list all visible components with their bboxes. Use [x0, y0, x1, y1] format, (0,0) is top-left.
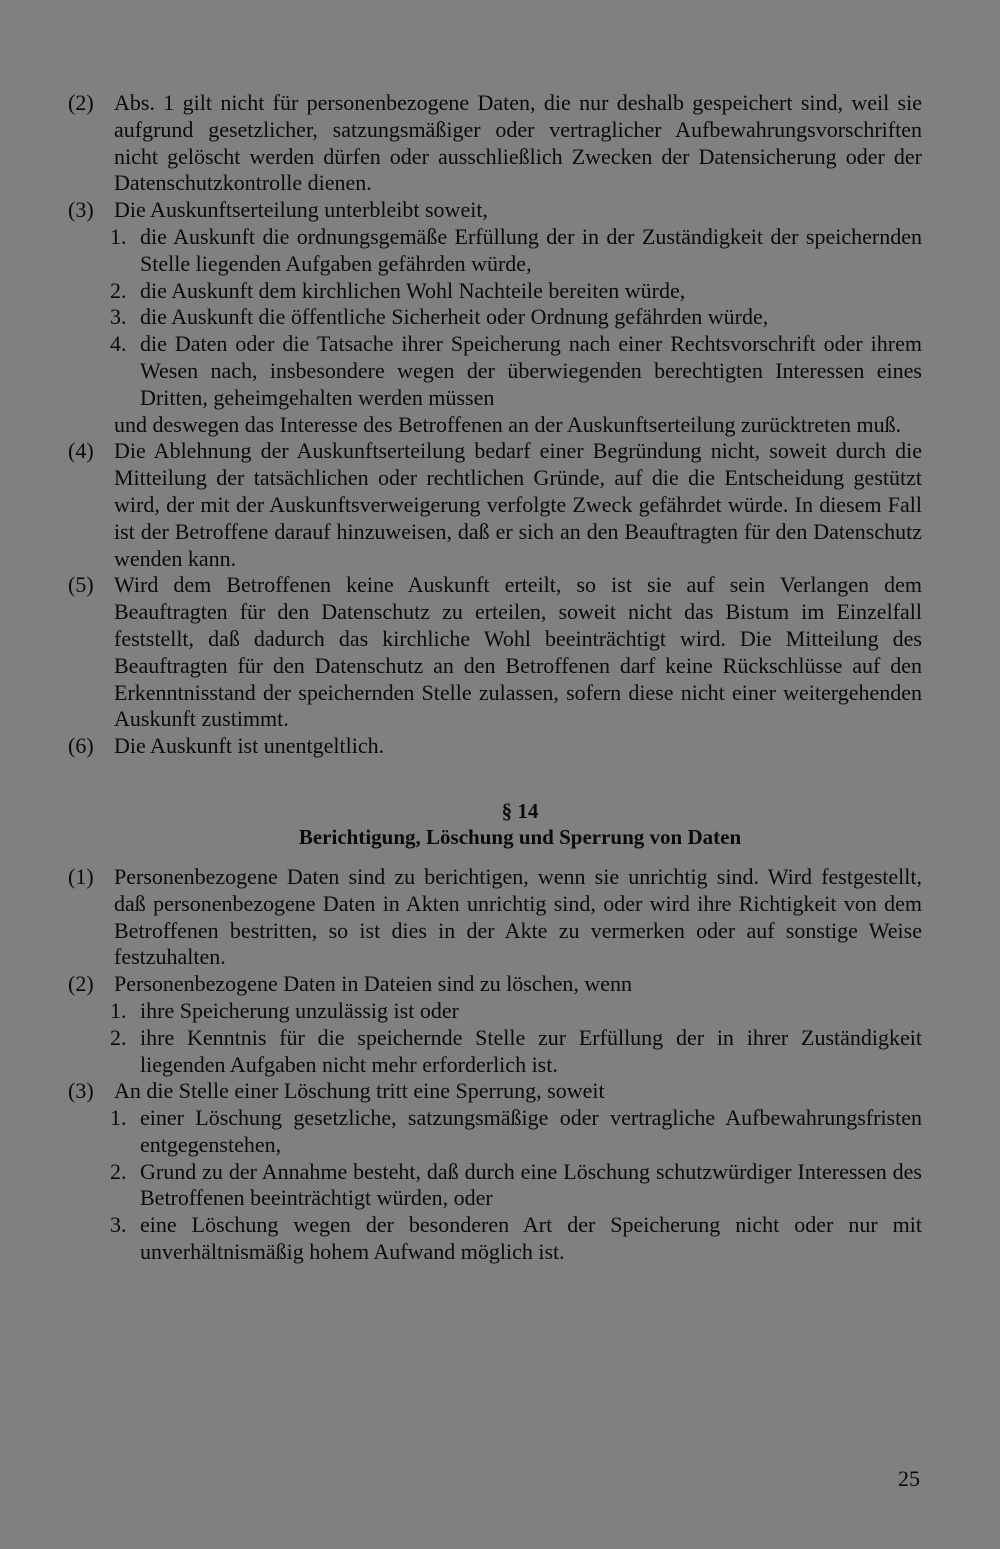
list-item-number: 4.	[110, 331, 127, 357]
list-item	[0, 1105, 1000, 1159]
paragraph-4	[0, 438, 1000, 572]
paragraph-number: (1)	[68, 863, 94, 889]
list-item-text: einer Löschung gesetzliche, satzungsmäßige oder vertragliche Aufbewahrungsfristen entgegenstehen,	[140, 1105, 922, 1157]
list-item-text: die Auskunft die öffentliche Sicherheit oder Ordnung gefährden würde,	[140, 304, 769, 330]
paragraph-3-continuation: und deswegen das Interesse des Betroffenen an der Auskunftserteilung zurücktreten muß.	[114, 411, 902, 437]
list-item	[0, 331, 1000, 411]
list-item	[0, 224, 1000, 278]
list-item-number: 3.	[110, 304, 127, 330]
paragraph-text: Wird dem Betroffenen keine Auskunft erteilt, so ist sie auf sein Verlangen dem Beauftragten für den Datenschutz zu erteilen, soweit nicht das Bistum im Einzelfall feststellt, daß dadurch das kirchliche Wohl beeinträchtigt wird. Die Mitteilung des Beauftragten für den Datenschutz an den Betroffenen darf keine Rückschlüsse auf den Erkenntnisstand der speichernden Stelle zulassen, sofern diese nicht einer weitergehenden Auskunft zustimmt.	[114, 572, 922, 732]
section-number: § 14	[501, 798, 539, 823]
paragraph-text: Personenbezogene Daten in Dateien sind zu löschen, wenn	[114, 971, 633, 997]
list-item-number: 2.	[110, 1024, 127, 1050]
paragraph-number: (3)	[68, 1078, 94, 1104]
list-item-text: ihre Kenntnis für die speichernde Stelle zur Erfüllung der in ihrer Zuständigkeit liegenden Aufgaben nicht mehr erforderlich ist.	[140, 1024, 922, 1077]
list-item	[0, 304, 1000, 331]
paragraph-text: Die Auskunftserteilung unterbleibt soweit,	[114, 197, 488, 223]
paragraph-text: An die Stelle einer Löschung tritt eine Sperrung, soweit	[114, 1078, 605, 1104]
paragraph-6	[0, 733, 1000, 760]
page-number: 25	[898, 1466, 920, 1491]
paragraph-text: Die Auskunft ist unentgeltlich.	[114, 733, 385, 759]
paragraph-number: (2)	[68, 971, 94, 997]
list-item-text: ihre Speicherung unzulässig ist oder	[140, 997, 459, 1023]
list-item	[0, 1212, 1000, 1266]
section-title: Berichtigung, Löschung und Sperrung von Daten	[298, 824, 742, 849]
s14-paragraph-1	[0, 864, 1000, 971]
list-item-text: die Daten oder die Tatsache ihrer Speicherung nach einer Rechtsvorschrift oder ihrem Wesen nach, insbesondere wegen der überwiegenden berechtigten Interessen eines Dritten, geheimgehalten werden müssen	[140, 331, 922, 410]
paragraph-number: (6)	[68, 733, 94, 759]
paragraph-2	[0, 90, 1000, 197]
paragraph-5	[0, 572, 1000, 733]
paragraph-text: Die Ablehnung der Auskunftserteilung bedarf einer Begründung nicht, soweit durch die Mitteilung der tatsächlichen oder rechtlichen Gründe, auf die die Entscheidung gestützt wird, der mit der Auskunftsverweigerung verfolgte Zweck gefährdet würde. In diesem Fall ist der Betroffene darauf hinzuweisen, daß er sich an den Beauftragten für den Datenschutz wenden kann.	[114, 438, 922, 571]
list-item	[0, 998, 1000, 1025]
paragraph-number: (4)	[68, 438, 94, 464]
s14-paragraph-2	[0, 971, 1000, 998]
list-item-number: 1.	[110, 223, 127, 249]
paragraph-3	[0, 197, 1000, 224]
list-item-number: 2.	[110, 1158, 127, 1184]
list-item-number: 1.	[110, 997, 127, 1023]
list-item-number: 1.	[110, 1105, 127, 1131]
paragraph-number: (2)	[68, 90, 94, 115]
list-item-text: Grund zu der Annahme besteht, daß durch eine Löschung schutzwürdiger Interessen des Betroffenen beeinträchtigt würden, oder	[140, 1158, 922, 1211]
list-item-text: eine Löschung wegen der besonderen Art der Speicherung nicht oder nur mit unverhältnismäßig hohem Aufwand möglich ist.	[140, 1212, 922, 1265]
list-item	[0, 1159, 1000, 1213]
list-item-number: 3.	[110, 1212, 127, 1238]
list-item-text: die Auskunft dem kirchlichen Wohl Nachteile bereiten würde,	[140, 277, 686, 303]
paragraph-number: (3)	[68, 197, 94, 223]
s14-paragraph-3	[0, 1078, 1000, 1105]
list-item	[0, 278, 1000, 305]
list-item-text: die Auskunft die ordnungsgemäße Erfüllung der in der Zuständigkeit der speichernden Stelle liegenden Aufgaben gefährden würde,	[140, 223, 922, 276]
paragraph-text: Abs. 1 gilt nicht für personenbezogene Daten, die nur deshalb gespeichert sind, weil sie aufgrund gesetzlicher, satzungsmäßiger oder vertraglicher Aufbewahrungsvorschriften nicht gelöscht werden dürfen oder ausschließlich Zwecken der Datensicherung oder der Datenschutzkontrolle dienen.	[114, 90, 922, 196]
list-item-number: 2.	[110, 277, 127, 303]
paragraph-text: Personenbezogene Daten sind zu berichtigen, wenn sie unrichtig sind. Wird festgestellt, daß personenbezogene Daten in Akten unrichtig sind, oder wird ihre Richtigkeit von dem Betroffenen bestritten, so ist dies in der Akte zu vermerken oder auf sonstige Weise festzuhalten.	[114, 863, 922, 970]
paragraph-number: (5)	[68, 572, 94, 598]
list-item	[0, 1025, 1000, 1079]
